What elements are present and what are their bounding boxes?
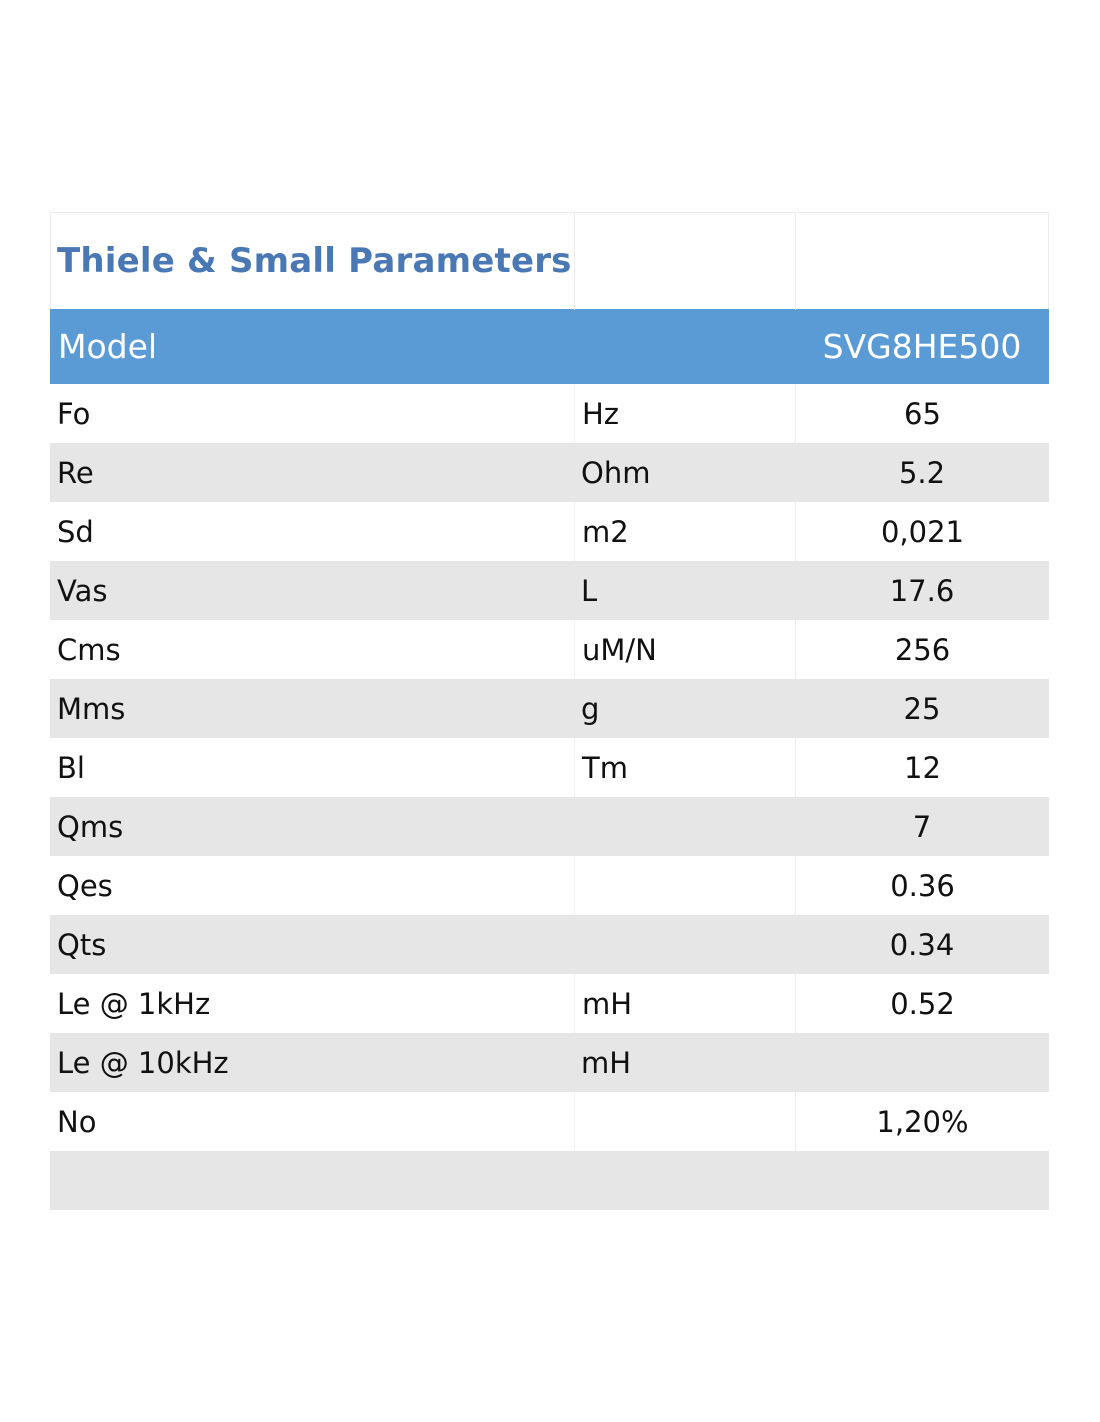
param-value: 0,021 — [795, 502, 1049, 561]
param-value — [795, 1033, 1049, 1092]
param-name: Qes — [57, 868, 113, 903]
param-unit — [574, 856, 795, 915]
table-row — [50, 620, 1049, 679]
param-value: 12 — [795, 738, 1049, 797]
param-name: Re — [57, 455, 94, 490]
param-name: Sd — [57, 514, 94, 549]
table-row — [50, 974, 1049, 1033]
table-body — [50, 384, 1049, 1210]
table-row — [50, 738, 1049, 797]
param-value: 0.34 — [889, 927, 955, 962]
empty-cell — [575, 213, 796, 310]
table-row — [50, 797, 1049, 856]
header-row — [50, 309, 1049, 384]
param-name: Fo — [57, 396, 91, 431]
param-unit: Hz — [574, 384, 795, 443]
param-unit: uM/N — [574, 620, 795, 679]
param-name: No — [57, 1104, 97, 1139]
param-name: Qts — [57, 927, 107, 962]
param-unit: mH — [581, 1045, 632, 1080]
param-unit — [574, 797, 795, 856]
parameters-table — [50, 212, 1049, 1210]
table-row — [50, 679, 1049, 738]
param-value: 7 — [912, 809, 932, 844]
param-name: Bl — [57, 750, 85, 785]
param-unit: mH — [574, 974, 795, 1033]
param-value: 0.52 — [795, 974, 1049, 1033]
param-unit: g — [581, 691, 600, 726]
param-name: Le @ 10kHz — [57, 1045, 229, 1080]
param-unit: L — [581, 573, 598, 608]
param-value: 1,20% — [795, 1092, 1049, 1151]
param-name: Qms — [57, 809, 124, 844]
table-row — [50, 561, 1049, 620]
param-unit — [574, 1092, 795, 1151]
model-value: SVG8HE500 — [822, 327, 1022, 366]
param-unit — [574, 915, 795, 974]
table-row — [50, 856, 1049, 915]
param-unit: Tm — [574, 738, 795, 797]
table-row — [50, 1092, 1049, 1151]
param-value: 5.2 — [898, 455, 946, 490]
param-name: Le @ 1kHz — [57, 986, 211, 1021]
title-row — [50, 212, 1049, 309]
table-row — [50, 1033, 1049, 1092]
param-value: 256 — [795, 620, 1049, 679]
param-unit: Ohm — [581, 455, 651, 490]
param-name: Cms — [57, 632, 121, 667]
table-row — [50, 443, 1049, 502]
param-name: Mms — [57, 691, 126, 726]
param-value: 17.6 — [889, 573, 955, 608]
blank-row — [50, 1151, 1049, 1210]
model-label: Model — [58, 327, 158, 366]
table-title: Thiele & Small Parameters — [51, 213, 575, 310]
param-name: Vas — [57, 573, 108, 608]
table-row — [50, 384, 1049, 443]
param-value: 65 — [795, 384, 1049, 443]
param-value: 25 — [903, 691, 941, 726]
table-row — [50, 915, 1049, 974]
param-value: 0.36 — [795, 856, 1049, 915]
table-row — [50, 502, 1049, 561]
empty-cell — [796, 213, 1050, 310]
param-unit: m2 — [574, 502, 795, 561]
